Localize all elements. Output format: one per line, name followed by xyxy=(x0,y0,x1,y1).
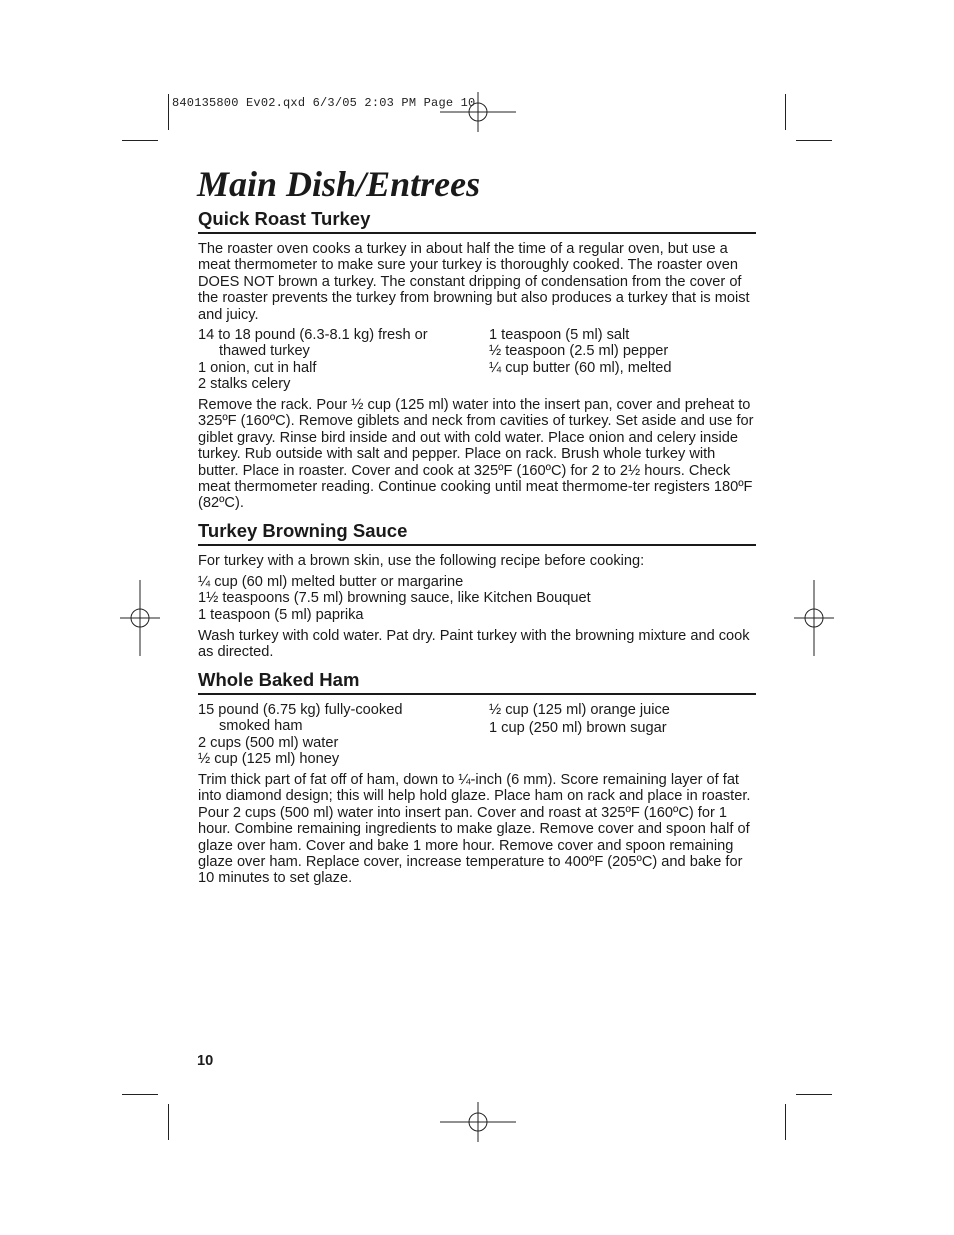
crop-mark-bottom-right-h xyxy=(796,1094,832,1095)
crop-mark-top-right-h xyxy=(796,140,832,141)
ingredient-item: 2 stalks celery xyxy=(198,376,291,393)
ingredient-item: ¼ cup (60 ml) melted butter or margarine xyxy=(198,574,464,590)
ingredient-item: ½ cup (125 ml) honey xyxy=(198,751,340,768)
crop-mark-bottom-left-h xyxy=(122,1094,158,1095)
ingredient-item: 1 cup (250 ml) brown sugar xyxy=(489,720,667,737)
crop-mark-top-right xyxy=(785,94,786,130)
registration-mark-top xyxy=(440,92,516,132)
crop-mark-bottom-left xyxy=(168,1104,169,1140)
quick-roast-turkey-intro: The roaster oven cooks a turkey in about half the time of a regular oven, but use a meat thermometer to make sure your turkey is thoroughly cooked. The roaster oven DOES NOT brown a turkey. The constant dripping of condensation from the cover of the roaster prevents the turkey from browning but also produces a turkey that is moist and juicy. xyxy=(198,241,750,323)
turkey-browning-sauce-intro: For turkey with a brown skin, use the following recipe before cooking: xyxy=(198,553,645,569)
section-heading-quick-roast-turkey: Quick Roast Turkey xyxy=(198,208,756,234)
quick-roast-turkey-directions: Remove the rack. Pour ½ cup (125 ml) water into the insert pan, cover and preheat to 325ºF (160ºC). Remove giblets and neck from cavities of turkey. Set aside and use for giblet gravy. Rinse bird inside and out with cold water. Place onion and celery inside turkey. Rub outside with salt and pepper. Place on rack. Brush whole turkey with butter. Place in roaster. Cover and cook at 325ºF (160ºC) for 2 to 2½ hours. Check meat thermometer reading. Continue cooking until meat thermome-ter registers 180ºF (82ºC). xyxy=(198,397,754,512)
whole-baked-ham-ingredients-left xyxy=(198,702,483,768)
section-heading-whole-baked-ham: Whole Baked Ham xyxy=(198,669,756,695)
turkey-browning-sauce-ingredients xyxy=(198,574,756,623)
ingredient-item: 1½ teaspoons (7.5 ml) browning sauce, like Kitchen Bouquet xyxy=(198,590,591,607)
crop-mark-bottom-right xyxy=(785,1104,786,1140)
printer-slug: 840135800 Ev02.qxd 6/3/05 2:03 PM Page 10 xyxy=(172,96,476,110)
page-number: 10 xyxy=(197,1053,214,1069)
ingredient-item: 14 to 18 pound (6.3-8.1 kg) fresh or xyxy=(198,327,428,343)
crop-mark-top-left-h xyxy=(122,140,158,141)
ingredient-item: 15 pound (6.75 kg) fully-cooked xyxy=(198,702,403,718)
ingredient-item: 1 onion, cut in half xyxy=(198,359,317,376)
registration-mark-right xyxy=(794,580,834,656)
whole-baked-ham-ingredients-right xyxy=(489,702,755,737)
ingredient-item: ½ cup (125 ml) orange juice xyxy=(489,702,670,718)
quick-roast-turkey-ingredients-right xyxy=(489,327,755,376)
whole-baked-ham-directions: Trim thick part of fat off of ham, down to ¼-inch (6 mm). Score remaining layer of fat into diamond design; this will help hold glaze. Place ham on rack and place in roaster. Pour 2 cups (500 ml) water into insert pan. Cover and roast at 325ºF (160ºC) for 1 hour. Combine remaining ingredients to make glaze. Remove cover and spoon half of glaze over ham. Cover and bake 1 more hour. Remove cover and spoon remaining glaze over ham. Replace cover, increase temperature to 400ºF (205ºC) and bake for 10 minutes to set glaze. xyxy=(198,772,751,887)
ingredient-item: 1 teaspoon (5 ml) salt xyxy=(489,327,630,343)
ingredient-item: ½ teaspoon (2.5 ml) pepper xyxy=(489,343,669,360)
ingredient-item: ¼ cup butter (60 ml), melted xyxy=(489,359,672,376)
registration-mark-bottom xyxy=(440,1102,516,1142)
turkey-browning-sauce-directions: Wash turkey with cold water. Pat dry. Paint turkey with the browning mixture and cook as directed. xyxy=(198,628,750,661)
ingredient-item: 2 cups (500 ml) water xyxy=(198,734,339,751)
page-title: Main Dish/Entrees xyxy=(197,164,481,204)
registration-mark-left xyxy=(120,580,160,656)
ingredient-item: 1 teaspoon (5 ml) paprika xyxy=(198,606,364,623)
section-heading-turkey-browning-sauce: Turkey Browning Sauce xyxy=(198,520,756,546)
quick-roast-turkey-ingredients-left xyxy=(198,327,483,393)
ingredient-item: smoked ham xyxy=(219,718,303,735)
ingredient-item: thawed turkey xyxy=(219,343,310,360)
crop-mark-top-left xyxy=(168,94,169,130)
